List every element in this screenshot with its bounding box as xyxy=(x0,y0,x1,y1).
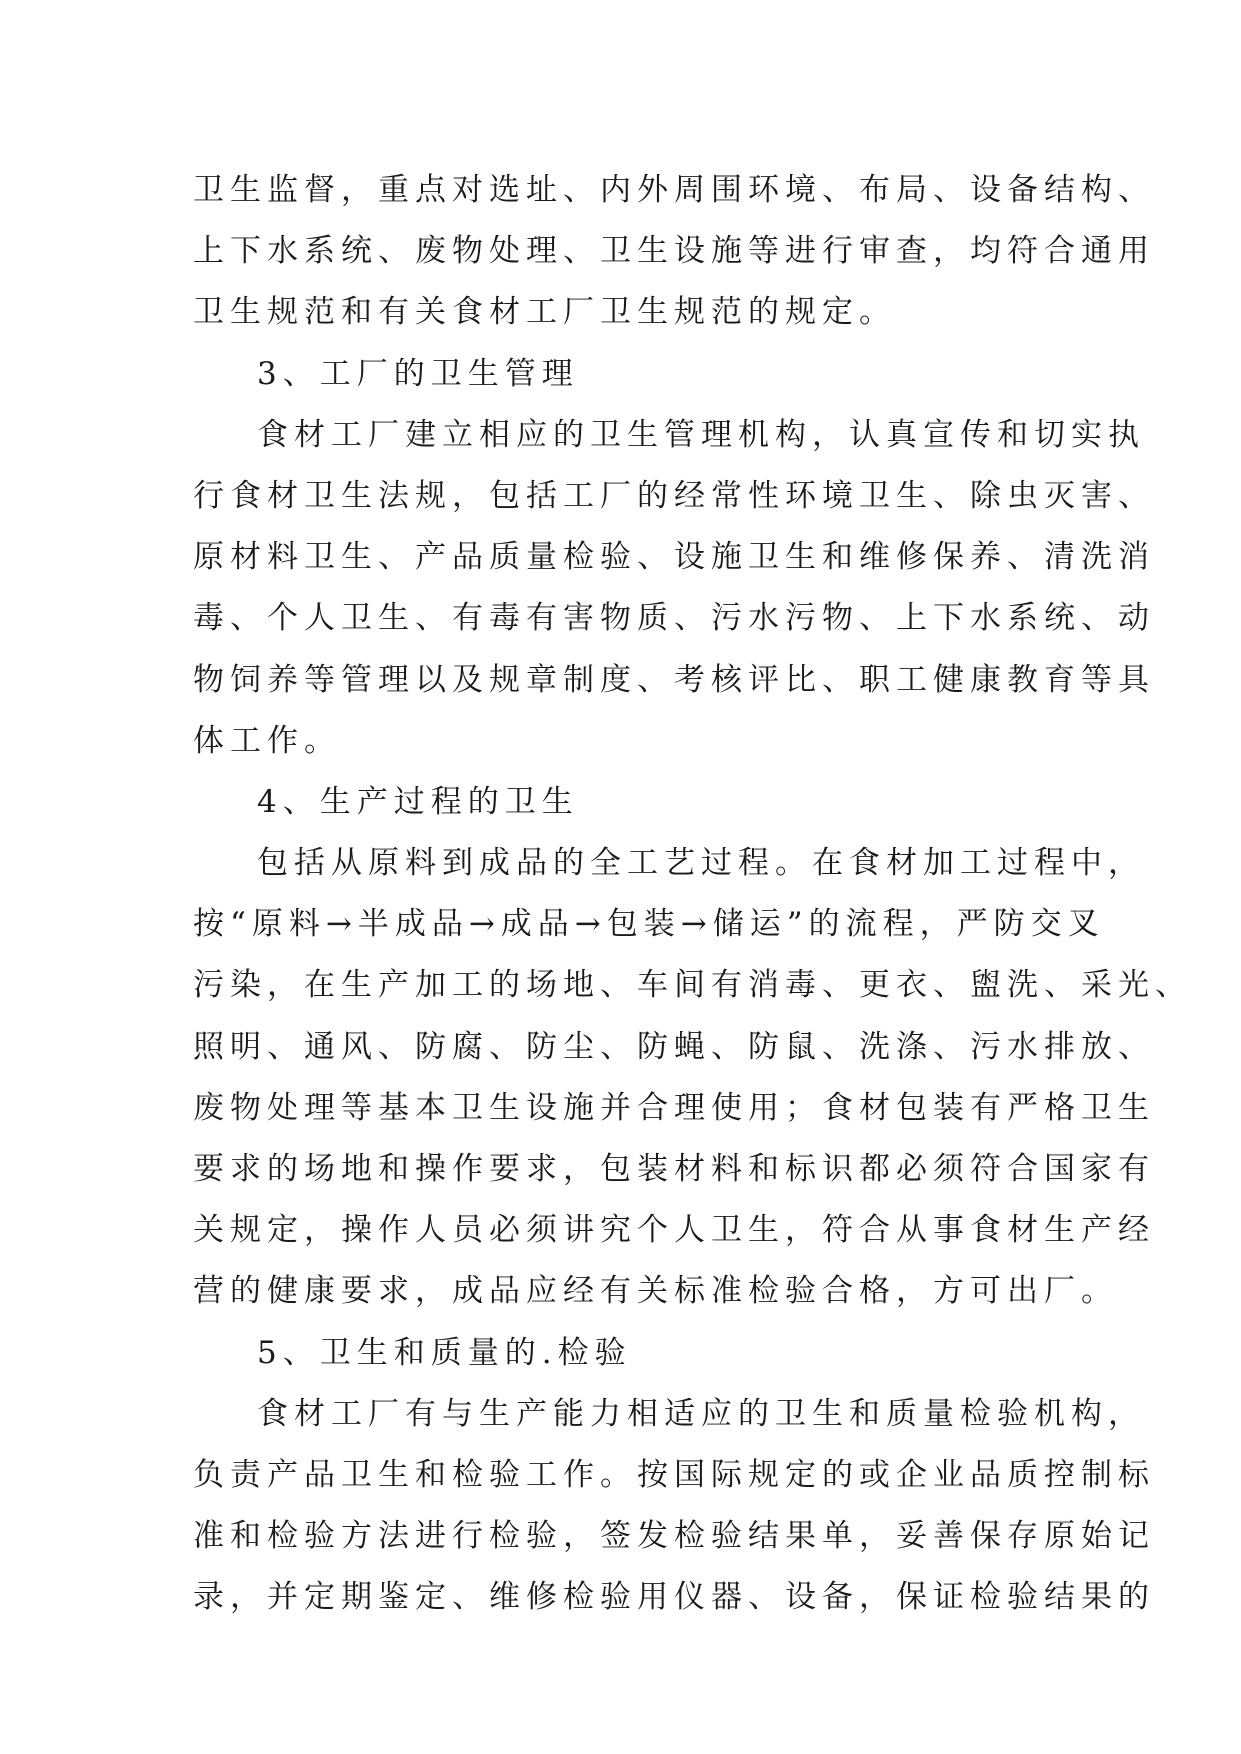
text-line: 原材料卫生、产品质量检验、设施卫生和维修保养、清洗消 xyxy=(193,539,1155,576)
text-line: 准和检验方法进行检验，签发检验结果单，妥善保存原始记 xyxy=(193,1518,1155,1555)
text-line: 上下水系统、废物处理、卫生设施等进行审查，均符合通用 xyxy=(193,233,1155,270)
text-line: 食材工厂有与生产能力相适应的卫生和质量检验机构， xyxy=(257,1395,1145,1432)
text-line: 污染，在生产加工的场地、车间有消毒、更衣、盥洗、采光、 xyxy=(193,967,1192,1004)
text-line: 关规定，操作人员必须讲究个人卫生，符合从事食材生产经 xyxy=(193,1212,1155,1249)
text-line: 营的健康要求，成品应经有关标准检验合格，方可出厂。 xyxy=(193,1273,1118,1310)
text-line: 物饲养等管理以及规章制度、考核评比、职工健康教育等具 xyxy=(193,661,1155,698)
text-line: 废物处理等基本卫生设施并合理使用；食材包装有严格卫生 xyxy=(193,1089,1155,1126)
text-line: 按“原料→半成品→成品→包装→储运”的流程，严防交叉 xyxy=(193,906,1105,943)
text-line: 要求的场地和操作要求，包装材料和标识都必须符合国家有 xyxy=(193,1151,1155,1187)
document-body xyxy=(193,160,1192,1629)
text-line: 4、生产过程的卫生 xyxy=(257,783,579,820)
text-line: 食材工厂建立相应的卫生管理机构，认真宣传和切实执 xyxy=(257,416,1145,453)
text-line: 卫生规范和有关食材工厂卫生规范的规定。 xyxy=(193,294,896,331)
text-line: 负责产品卫生和检验工作。按国际规定的或企业品质控制标 xyxy=(193,1456,1155,1493)
text-line: 5、卫生和质量的.检验 xyxy=(257,1334,632,1371)
text-line: 录，并定期鉴定、维修检验用仪器、设备，保证检验结果的 xyxy=(193,1579,1155,1616)
text-line: 包括从原料到成品的全工艺过程。在食材加工过程中， xyxy=(257,845,1145,882)
text-line: 毒、个人卫生、有毒有害物质、污水污物、上下水系统、动 xyxy=(193,600,1155,637)
text-line: 卫生监督，重点对选址、内外周围环境、布局、设备结构、 xyxy=(193,172,1155,208)
text-line: 体工作。 xyxy=(193,722,341,759)
text-line: 3、工厂的卫生管理 xyxy=(257,355,579,392)
text-line: 行食材卫生法规，包括工厂的经常性环境卫生、除虫灭害、 xyxy=(193,477,1155,514)
text-line: 照明、通风、防腐、防尘、防蝇、防鼠、洗涤、污水排放、 xyxy=(193,1028,1155,1065)
